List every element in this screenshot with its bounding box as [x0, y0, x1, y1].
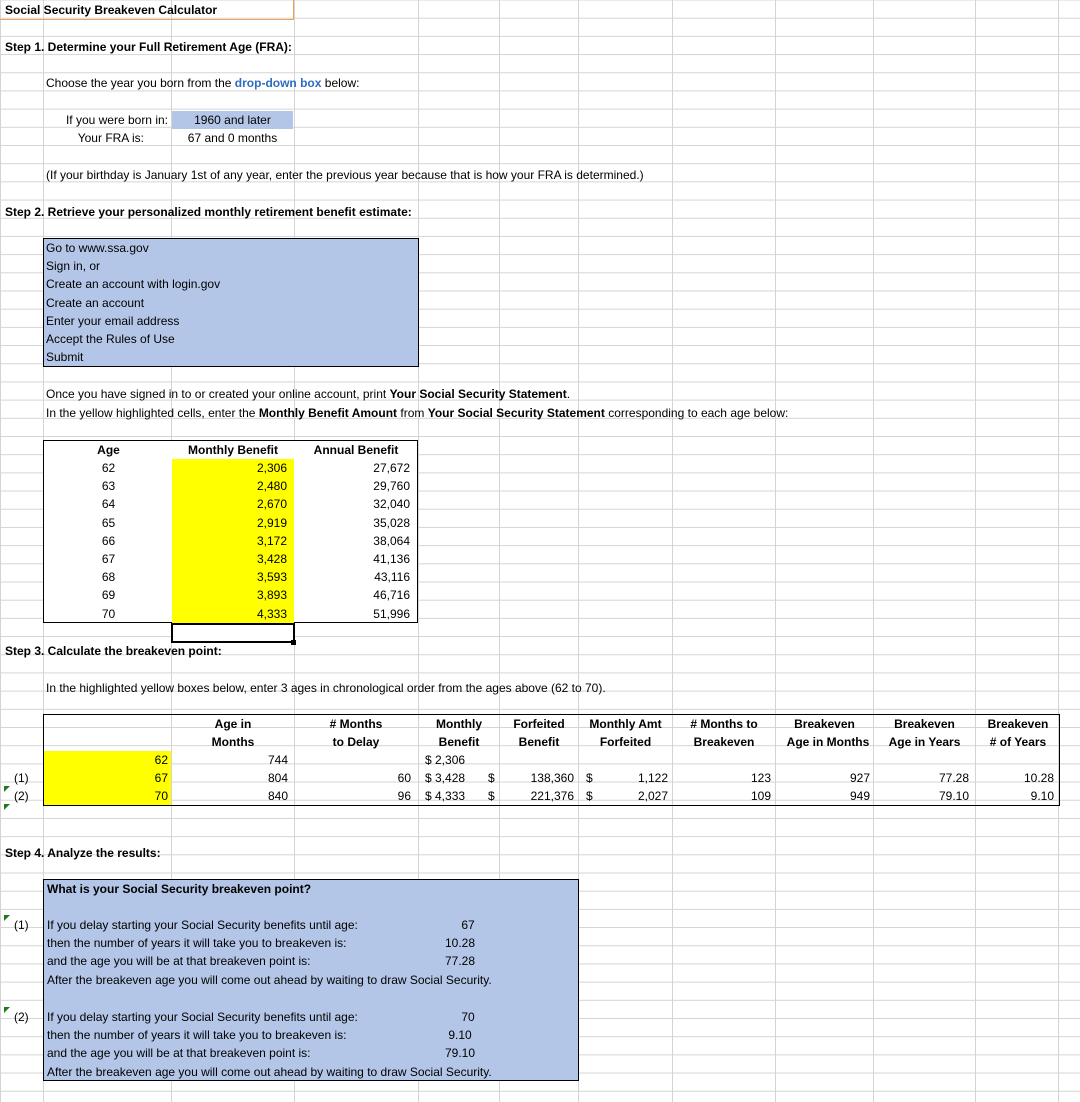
row-be-age-months: 927 [849, 771, 870, 786]
benefit-age: 66 [101, 533, 116, 548]
row-be-age-years: 77.28 [938, 771, 969, 786]
hdr-be-age-months-1: Breakeven [794, 717, 855, 731]
dollar-sign: $ [586, 771, 593, 786]
hdr-age-in-months-1: Age in [214, 717, 252, 731]
instruction-line: Create an account with login.gov [46, 277, 221, 292]
line2-mid: from [400, 406, 425, 420]
step3-instruction: In the highlighted yellow boxes below, enter 3 ages in chronological order from the ages above (62 to 70). [46, 681, 606, 695]
benefit-age: 68 [101, 570, 116, 585]
instruction-line: Enter your email address [46, 313, 180, 328]
comment-indicator [4, 1007, 10, 1013]
benefit-monthly[interactable]: 3,172 [256, 533, 287, 548]
row-be-age-months: 949 [849, 789, 870, 804]
instruction-line: Accept the Rules of Use [46, 332, 175, 346]
benefit-annual: 51,996 [373, 606, 410, 621]
step3-heading: Step 3. Calculate the breakeven point: [5, 644, 222, 658]
hdr-monthly-amt-forfeited-1: Monthly Amt [589, 717, 662, 731]
benefit-annual: 41,136 [373, 552, 410, 566]
row-monthly: $ 2,306 [425, 753, 466, 767]
line2-prefix: In the yellow highlighted cells, enter the [46, 406, 256, 420]
row-age-input[interactable]: 70 [154, 789, 168, 804]
col-annual-benefit-header: Annual Benefit [313, 443, 399, 457]
instruction-line: Create an account [46, 295, 145, 310]
choose-prefix: Choose the year you born from the [46, 76, 232, 90]
born-label: If you were born in: [65, 113, 168, 127]
line2-suffix: corresponding to each age below: [608, 406, 789, 420]
hdr-months-to-breakeven-1: # Months to [690, 717, 758, 731]
benefit-age: 65 [101, 515, 116, 530]
result-years-value: 9.10 [448, 1028, 472, 1043]
col-monthly-benefit-header: Monthly Benefit [188, 443, 278, 457]
row-delay: 60 [397, 771, 411, 786]
selected-cell[interactable] [171, 623, 295, 643]
hdr-be-years-1: Breakeven [987, 717, 1049, 731]
line2-bold2: Your Social Security Statement [427, 406, 605, 420]
row-label: (2) [14, 789, 29, 804]
born-year-value: 1960 and later [194, 113, 271, 127]
hdr-monthly-amt-forfeited-2: Forfeited [599, 735, 652, 749]
row-age-input[interactable]: 62 [154, 753, 168, 767]
hdr-forfeited-1: Forfeited [513, 717, 565, 731]
hdr-be-years-2: # of Years [989, 735, 1047, 749]
comment-indicator [4, 804, 10, 810]
hdr-monthly-benefit-1: Monthly [436, 717, 482, 731]
result-age-value: 70 [461, 1010, 475, 1024]
hdr-monthly-benefit-2: Benefit [438, 735, 480, 749]
result-line: then the number of years it will take you to breakeven is: [47, 936, 347, 951]
benefit-monthly[interactable]: 4,333 [256, 606, 287, 621]
benefit-annual: 38,064 [373, 533, 410, 548]
line1-bold: Your Social Security Statement [389, 387, 567, 401]
row-monthly: $ 4,333 [425, 789, 466, 804]
benefit-annual: 35,028 [373, 515, 410, 530]
benefit-monthly[interactable]: 3,893 [256, 588, 287, 603]
benefit-annual: 43,116 [374, 570, 410, 585]
row-age-input[interactable]: 67 [154, 771, 168, 786]
result-line: If you delay starting your Social Security benefits until age: [47, 1010, 358, 1024]
benefit-annual: 29,760 [373, 479, 410, 494]
hdr-months-delay-1: # Months [329, 717, 383, 731]
benefit-age: 63 [101, 479, 116, 494]
result-label: (2) [14, 1010, 29, 1024]
benefit-annual: 46,716 [373, 588, 410, 603]
instruction-line: Submit [46, 350, 84, 365]
dollar-sign: $ [586, 789, 593, 804]
hdr-be-age-months-2: Age in Months [786, 735, 870, 749]
benefit-age: 69 [101, 588, 116, 603]
step4-heading: Step 4. Analyze the results: [5, 846, 161, 860]
choose-suffix: below: [324, 76, 360, 90]
benefit-monthly[interactable]: 2,670 [256, 497, 287, 512]
benefit-annual: 27,672 [373, 461, 410, 475]
benefit-monthly[interactable]: 2,919 [256, 515, 287, 530]
row-months-to-breakeven: 123 [750, 771, 771, 786]
benefit-age: 67 [101, 552, 116, 566]
signed-in-line [46, 386, 570, 402]
row-forfeited: 221,376 [530, 789, 574, 804]
step1-heading: Step 1. Determine your Full Retirement Age (FRA): [5, 40, 292, 54]
step1-choose-text [46, 75, 359, 91]
result-line: If you delay starting your Social Security benefits until age: [47, 918, 358, 932]
row-months-to-breakeven: 109 [750, 789, 771, 804]
benefit-monthly[interactable]: 2,480 [256, 479, 287, 494]
results-box-title: What is your Social Security breakeven point? [47, 882, 312, 896]
col-age-header: Age [97, 443, 120, 457]
instruction-line: Go to www.ssa.gov [46, 241, 149, 255]
comment-indicator [4, 915, 10, 921]
benefit-age: 70 [101, 606, 116, 621]
row-age-months: 840 [267, 789, 288, 804]
result-label: (1) [14, 918, 29, 932]
hdr-months-to-breakeven-2: Breakeven [693, 735, 755, 749]
row-label: (1) [14, 771, 29, 786]
hdr-months-delay-2: to Delay [332, 735, 380, 749]
hdr-be-age-years-2: Age in Years [888, 735, 961, 749]
row-monthly-forfeited: 1,122 [637, 771, 668, 786]
row-be-age-years: 79.10 [938, 789, 969, 804]
result-be-age-value: 77.28 [444, 954, 476, 969]
row-be-years: 10.28 [1023, 771, 1054, 786]
dollar-sign: $ [488, 789, 495, 804]
result-age-value: 67 [461, 918, 475, 932]
row-forfeited: 138,360 [530, 771, 574, 786]
benefit-monthly[interactable]: 2,306 [256, 461, 287, 475]
result-line: and the age you will be at that breakeven point is: [47, 954, 311, 969]
benefit-monthly[interactable]: 3,428 [256, 552, 287, 566]
hdr-be-age-years-1: Breakeven [894, 717, 955, 731]
row-delay: 96 [397, 789, 411, 804]
instruction-line: Sign in, or [46, 259, 101, 274]
result-years-value: 10.28 [444, 936, 476, 951]
line2-bold1: Monthly Benefit Amount [258, 406, 398, 420]
benefit-age: 62 [101, 461, 116, 475]
result-line: and the age you will be at that breakeven point is: [47, 1046, 311, 1061]
row-monthly-forfeited: 2,027 [637, 789, 668, 804]
result-line: then the number of years it will take you to breakeven is: [47, 1028, 347, 1043]
yellow-cells-line [46, 405, 788, 421]
result-line: After the breakeven age you will come out ahead by waiting to draw Social Security. [47, 972, 492, 987]
step2-heading: Step 2. Retrieve your personalized monthly retirement benefit estimate: [5, 205, 412, 219]
benefit-monthly[interactable]: 3,593 [256, 570, 287, 585]
row-age-months: 804 [267, 771, 288, 786]
fill-handle[interactable] [291, 640, 296, 645]
comment-indicator [4, 786, 10, 792]
result-line: After the breakeven age you will come out ahead by waiting to draw Social Security. [47, 1064, 492, 1079]
row-age-months: 744 [267, 753, 288, 767]
line1-suffix: . [566, 387, 571, 401]
fra-label: Your FRA is: [77, 131, 144, 145]
result-be-age-value: 79.10 [444, 1046, 476, 1061]
drop-down-box-link[interactable]: drop-down box [234, 76, 322, 90]
hdr-forfeited-2: Benefit [518, 735, 560, 749]
fra-value: 67 and 0 months [187, 131, 278, 145]
page-title: Social Security Breakeven Calculator [5, 3, 218, 17]
row-be-years: 9.10 [1030, 789, 1054, 804]
row-monthly: $ 3,428 [425, 771, 466, 786]
line1-prefix: Once you have signed in to or created your online account, print [46, 387, 387, 401]
benefit-age: 64 [101, 497, 116, 512]
hdr-age-in-months-2: Months [211, 735, 255, 749]
benefit-annual: 32,040 [373, 497, 410, 512]
dollar-sign: $ [488, 771, 495, 786]
step1-note: (If your birthday is January 1st of any year, enter the previous year because that is how your FRA is determined.) [46, 168, 644, 182]
